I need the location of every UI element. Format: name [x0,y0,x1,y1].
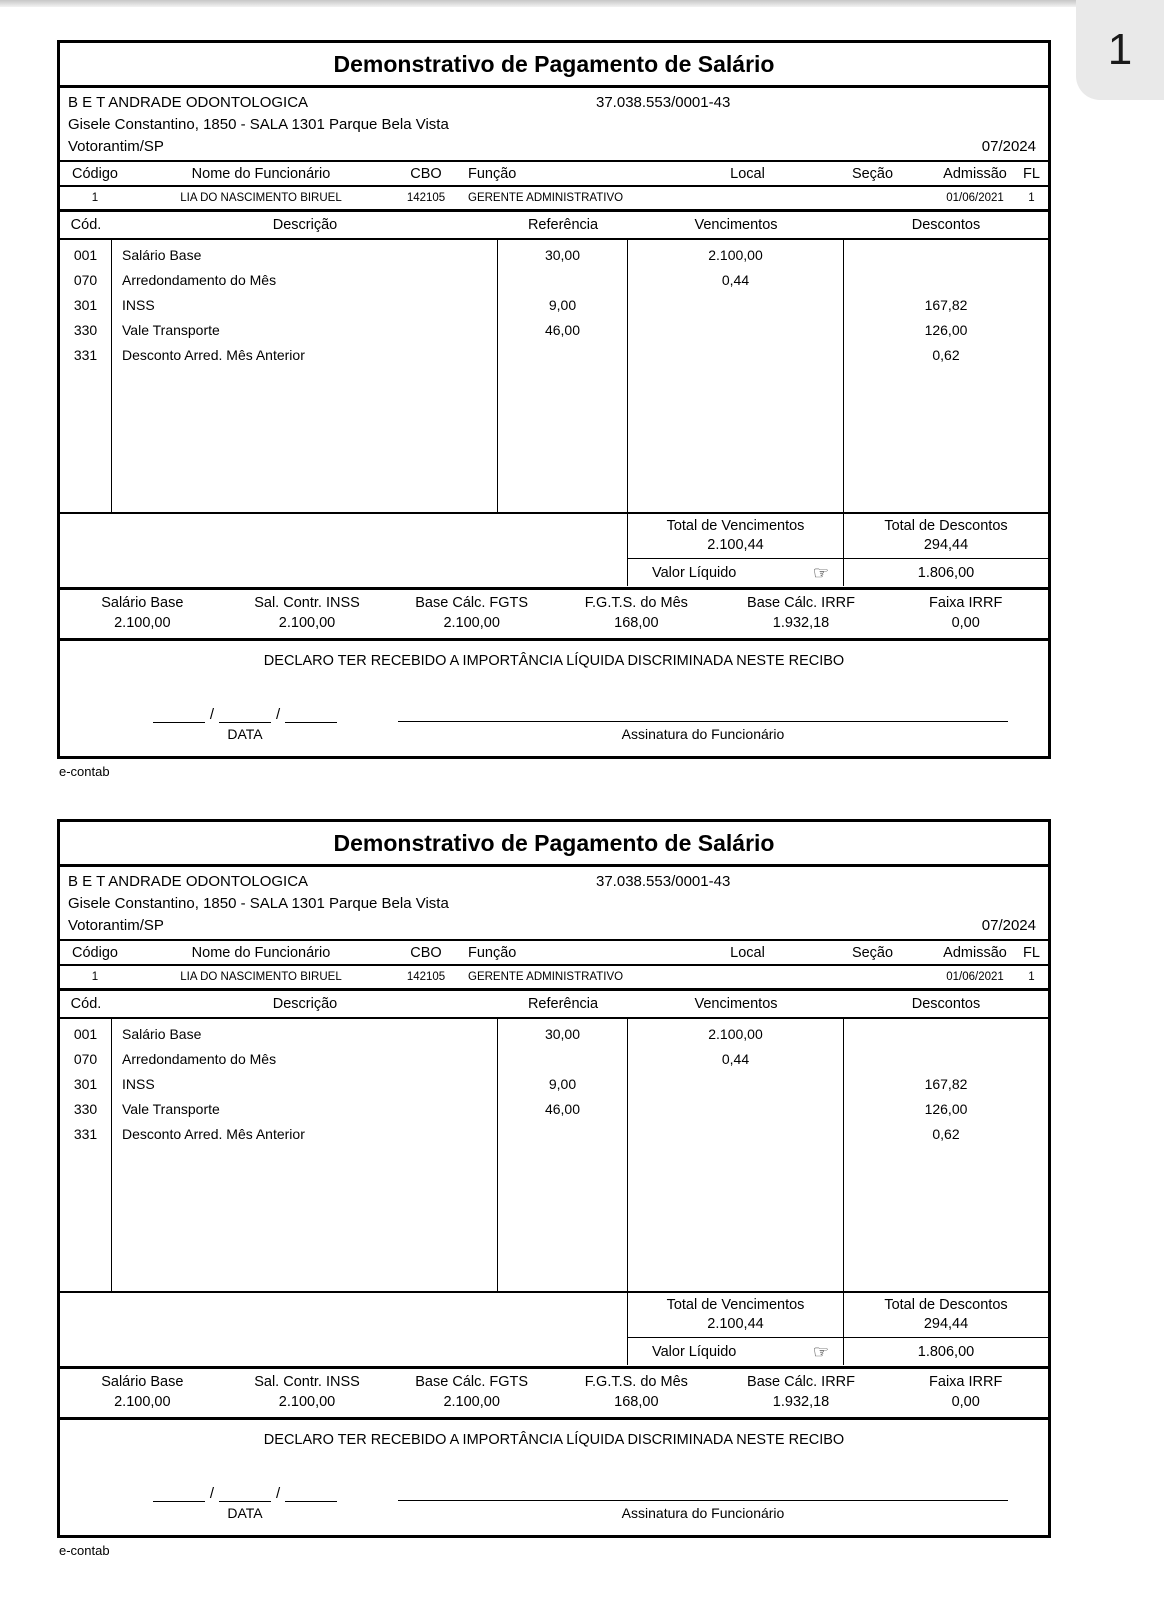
payslip-copy-1 [57,40,1051,779]
company-row-3 [60,913,1048,935]
net-pay-value: 1.806,00 [844,558,1048,587]
company-row-3 [60,134,1048,156]
bases-summary-row [60,587,1048,641]
net-pay-value: 1.806,00 [844,1337,1048,1366]
summary-col-base-fgts [389,595,554,631]
col-header-codigo: Código [72,166,118,182]
date-day-line [153,1486,205,1502]
footer-brand: e-contab [59,1543,110,1558]
col-header-nome: Nome do Funcionário [191,166,331,182]
total-deductions-label: Total de Descontos [884,518,1008,534]
item-earning [628,318,843,343]
item-description: Desconto Arred. Mês Anterior [122,1126,305,1142]
col-header-secao: Seção [851,945,894,961]
summary-value: 1.932,18 [772,615,830,631]
total-earnings-value: 2.100,44 [707,537,764,553]
summary-col-sal-contr-inss [225,595,390,631]
summary-value: 2.100,00 [114,1394,171,1410]
total-deductions-value: 294,44 [923,1316,969,1332]
items-col-header-cod: Cód. [70,996,102,1012]
summary-value: 2.100,00 [443,1394,500,1410]
item-reference [498,343,627,368]
items-col-header-referencia: Referência [527,996,599,1012]
item-deduction: 0,62 [932,1126,960,1142]
summary-col-faixa-irrf [883,595,1048,631]
item-reference [498,1047,627,1072]
col-header-local: Local [730,945,765,961]
net-pay-label: Valor Líquido [652,1343,737,1360]
employee-codigo: 1 [91,192,99,204]
items-col-header-vencimentos: Vencimentos [694,996,778,1012]
company-section [60,867,1048,941]
summary-col-fgts-mes [554,595,719,631]
summary-value: 1.932,18 [772,1394,830,1410]
items-earnings-column [628,240,844,512]
employee-fl: 1 [1028,192,1035,204]
items-header-row [60,212,1048,240]
item-code: 301 [73,1076,98,1092]
employee-local [685,971,810,983]
item-code: 070 [73,1051,98,1067]
item-code: 330 [73,322,98,338]
total-deductions-value: 294,44 [923,537,969,553]
pay-period: 07/2024 [981,138,1036,155]
item-description: Desconto Arred. Mês Anterior [122,347,305,363]
item-description: Vale Transporte [122,322,220,338]
signature-label: Assinatura do Funcionário [621,726,785,742]
summary-label: Base Cálc. FGTS [415,1374,529,1390]
item-code: 330 [73,1101,98,1117]
item-description: INSS [122,1076,155,1092]
items-col-header-descontos: Descontos [911,996,981,1012]
items-reference-column [498,1019,628,1291]
declaration-text: DECLARO TER RECEBIDO A IMPORTÂNCIA LÍQUIDA DISCRIMINADA NESTE RECIBO [263,653,845,669]
summary-col-base-irrf [719,595,884,631]
summary-col-salario-base [60,1374,225,1410]
col-header-local: Local [730,166,765,182]
company-city: Votorantim/SP [68,138,164,155]
date-slash: / [276,706,281,723]
employee-secao [810,971,935,983]
employee-cbo: 142105 [406,192,446,204]
net-pay-spacer [60,1337,628,1365]
footer-brand: e-contab [59,764,110,779]
item-code: 331 [73,347,98,363]
date-day-line [153,707,205,723]
item-reference: 9,00 [548,1076,577,1092]
item-reference: 30,00 [544,1026,581,1042]
bases-summary-row [60,1366,1048,1420]
summary-value: 2.100,00 [278,615,336,631]
company-cnpj: 37.038.553/0001-43 [596,94,731,111]
summary-label: Faixa IRRF [929,595,1003,611]
item-description: Arredondamento do Mês [122,272,277,288]
date-label: DATA [227,726,263,742]
col-header-cbo: CBO [410,945,442,961]
date-year-line [285,707,337,723]
summary-col-sal-contr-inss [225,1374,390,1410]
employee-values-row [60,964,1048,991]
company-row-2 [60,891,1048,913]
total-earnings-value: 2.100,44 [707,1316,764,1332]
signature-block [398,1484,1008,1521]
col-header-fl: FL [1023,166,1040,182]
company-name: B E T ANDRADE ODONTOLOGICA [68,94,309,111]
company-row-1 [60,869,1048,891]
totals-spacer [60,1293,628,1337]
net-pay-label: Valor Líquido [652,564,737,581]
item-description: INSS [122,297,155,313]
col-header-admissao: Admissão [943,166,1007,182]
item-deduction: 167,82 [924,297,968,313]
item-description: Salário Base [122,247,202,263]
date-slash: / [209,1485,214,1502]
employee-header-row [60,941,1048,964]
items-deductions-column [844,240,1048,512]
summary-value: 168,00 [614,1394,659,1410]
item-reference [498,1122,627,1147]
items-col-header-descontos: Descontos [911,217,981,233]
item-earning [628,1122,843,1147]
summary-col-base-fgts [389,1374,554,1410]
item-earning [628,293,843,318]
signature-label: Assinatura do Funcionário [621,1505,785,1521]
item-reference: 46,00 [544,322,581,338]
col-header-secao: Seção [851,166,894,182]
item-description: Vale Transporte [122,1101,220,1117]
summary-label: F.G.T.S. do Mês [584,595,688,611]
summary-value: 2.100,00 [114,615,171,631]
payslip-copy-2 [57,819,1051,1558]
item-deduction: 167,82 [924,1076,968,1092]
company-address: Gisele Constantino, 1850 - SALA 1301 Parque Bela Vista [68,895,449,912]
item-deduction [844,1022,1048,1047]
item-code: 001 [73,1026,98,1042]
col-header-admissao: Admissão [943,945,1007,961]
date-label: DATA [227,1505,263,1521]
item-code: 301 [73,297,98,313]
employee-header-row [60,162,1048,185]
total-earnings-label: Total de Vencimentos [666,518,805,534]
item-earning [628,343,843,368]
date-block [120,1485,370,1521]
summary-col-salario-base [60,595,225,631]
items-codes-column [60,1019,112,1291]
summary-value: 2.100,00 [278,1394,336,1410]
employee-funcao: GERENTE ADMINISTRATIVO [468,971,624,983]
item-reference: 9,00 [548,297,577,313]
summary-value: 168,00 [614,615,659,631]
items-col-header-descricao: Descrição [272,217,338,233]
items-table-body [60,240,1048,514]
total-deductions-box [844,1293,1048,1337]
employee-secao [810,192,935,204]
items-descriptions-column [112,1019,498,1291]
pointing-hand-icon: ☞ [812,1341,829,1362]
items-earnings-column [628,1019,844,1291]
items-table-body [60,1019,1048,1293]
date-month-line [219,1486,271,1502]
net-pay-label-box [628,558,844,586]
item-description: Salário Base [122,1026,202,1042]
summary-col-faixa-irrf [883,1374,1048,1410]
payslip-title: Demonstrativo de Pagamento de Salário [60,822,1048,867]
summary-col-base-irrf [719,1374,884,1410]
summary-value: 2.100,00 [443,615,500,631]
items-col-header-referencia: Referência [527,217,599,233]
net-pay-row [60,1337,1048,1366]
items-deductions-column [844,1019,1048,1291]
company-row-1 [60,90,1048,112]
item-description: Arredondamento do Mês [122,1051,277,1067]
summary-label: Sal. Contr. INSS [254,595,360,611]
net-pay-label-box [628,1337,844,1365]
employee-fl: 1 [1028,971,1035,983]
item-earning [628,1072,843,1097]
totals-row [60,1293,1048,1337]
item-deduction: 0,62 [932,347,960,363]
pointing-hand-icon: ☞ [812,562,829,583]
item-reference: 46,00 [544,1101,581,1117]
signature-line [398,705,1008,722]
employee-nome: LIA DO NASCIMENTO BIRUEL [180,192,342,204]
declaration-text: DECLARO TER RECEBIDO A IMPORTÂNCIA LÍQUIDA DISCRIMINADA NESTE RECIBO [263,1432,845,1448]
items-header-row [60,991,1048,1019]
summary-label: Faixa IRRF [929,1374,1003,1390]
date-month-line [219,707,271,723]
summary-label: F.G.T.S. do Mês [584,1374,688,1390]
col-header-nome: Nome do Funcionário [191,945,331,961]
company-address: Gisele Constantino, 1850 - SALA 1301 Parque Bela Vista [68,116,449,133]
employee-funcao: GERENTE ADMINISTRATIVO [468,192,624,204]
item-earning: 2.100,00 [708,1026,763,1042]
net-pay-row [60,558,1048,587]
items-descriptions-column [112,240,498,512]
employee-codigo: 1 [91,971,99,983]
item-earning [628,1097,843,1122]
item-code: 331 [73,1126,98,1142]
payslip [57,819,1051,1538]
summary-value: 0,00 [951,615,980,631]
company-section [60,88,1048,162]
col-header-funcao: Função [468,166,517,182]
total-deductions-label: Total de Descontos [884,1297,1008,1313]
totals-spacer [60,514,628,558]
item-deduction: 126,00 [924,322,968,338]
signature-area [60,1450,1048,1535]
item-code: 070 [73,272,98,288]
company-cnpj: 37.038.553/0001-43 [596,873,731,890]
col-header-funcao: Função [468,945,517,961]
item-earning: 0,44 [721,272,750,288]
total-earnings-box [628,514,844,558]
date-slash: / [209,706,214,723]
items-reference-column [498,240,628,512]
items-col-header-descricao: Descrição [272,996,338,1012]
signature-block [398,705,1008,742]
total-earnings-box [628,1293,844,1337]
signature-area [60,671,1048,756]
item-deduction: 126,00 [924,1101,968,1117]
payslip [57,40,1051,759]
summary-label: Sal. Contr. INSS [254,1374,360,1390]
date-block [120,706,370,742]
totals-row [60,514,1048,558]
page-number-badge: 1 [1076,0,1164,100]
summary-value: 0,00 [951,1394,980,1410]
item-deduction [844,268,1048,293]
item-earning: 0,44 [721,1051,750,1067]
item-earning: 2.100,00 [708,247,763,263]
item-deduction [844,243,1048,268]
date-slash: / [276,1485,281,1502]
items-codes-column [60,240,112,512]
employee-cbo: 142105 [406,971,446,983]
col-header-cbo: CBO [410,166,442,182]
employee-values-row [60,185,1048,212]
date-fill-in [120,1485,370,1502]
total-earnings-label: Total de Vencimentos [666,1297,805,1313]
total-deductions-box [844,514,1048,558]
summary-col-fgts-mes [554,1374,719,1410]
payslip-title: Demonstrativo de Pagamento de Salário [60,43,1048,88]
employee-admissao: 01/06/2021 [946,971,1004,983]
summary-label: Salário Base [101,595,184,611]
col-header-fl: FL [1023,945,1040,961]
employee-local [685,192,810,204]
item-code: 001 [73,247,98,263]
summary-label: Base Cálc. FGTS [415,595,529,611]
summary-label: Salário Base [101,1374,184,1390]
employee-admissao: 01/06/2021 [946,192,1004,204]
pay-period: 07/2024 [981,917,1036,934]
company-name: B E T ANDRADE ODONTOLOGICA [68,873,309,890]
item-reference [498,268,627,293]
items-col-header-vencimentos: Vencimentos [694,217,778,233]
item-reference: 30,00 [544,247,581,263]
signature-line [398,1484,1008,1501]
item-deduction [844,1047,1048,1072]
summary-label: Base Cálc. IRRF [747,1374,856,1390]
net-pay-spacer [60,558,628,586]
items-col-header-cod: Cód. [70,217,102,233]
company-row-2 [60,112,1048,134]
page-top-edge [0,0,1164,7]
summary-label: Base Cálc. IRRF [747,595,856,611]
date-fill-in [120,706,370,723]
col-header-codigo: Código [72,945,118,961]
company-city: Votorantim/SP [68,917,164,934]
employee-nome: LIA DO NASCIMENTO BIRUEL [180,971,342,983]
date-year-line [285,1486,337,1502]
